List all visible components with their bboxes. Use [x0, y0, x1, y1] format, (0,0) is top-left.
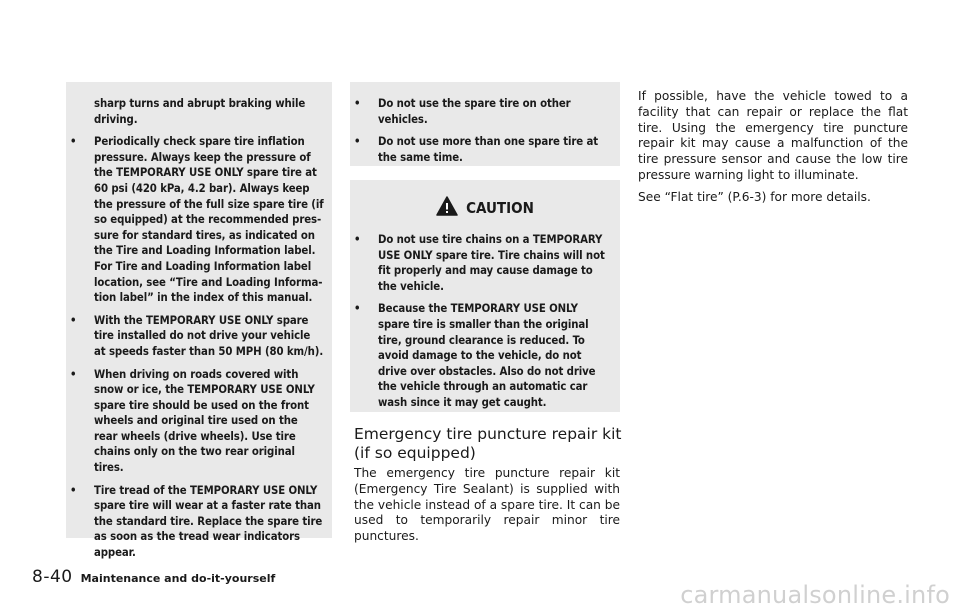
page-number: 8-40 — [32, 567, 73, 587]
list-item: • When driving on roads covered with snow or ice, the TEMPORARY USE ONLY spare tire should be used on the front wheels and original tire used on the rear wheels (drive wheels). Use tire chains only on the two rear original tires. — [70, 367, 315, 475]
bullet-icon: • — [70, 135, 77, 149]
paragraph: If possible, have the vehicle towed to a facility that can repair or replace the flat tire. Using the emergency tire puncture repair kit may cause a malfunction of the tire pressure sensor and cause the low tire pressure warning light to illuminate. — [638, 89, 908, 182]
bullet-icon: • — [70, 483, 77, 497]
list-item: • Because the TEMPORARY USE ONLY spare tire is smaller than the original tire, ground clearance is reduced. To avoid damage to the vehicle, do not drive over obstacles. Also do not drive the vehicle through an automatic car wash since it may get caught. — [354, 302, 596, 409]
bullet-icon: • — [70, 367, 77, 381]
list-item: • Do not use the spare tire on other vehicles. — [354, 97, 571, 126]
right-column — [638, 89, 908, 212]
list-item: • Periodically check spare tire inflation pressure. Always keep the pressure of the TEMPORARY USE ONLY spare tire at 60 psi (420 kPa, 4.2 bar). Always keep the pressure of the full size spare tire (if so equipped) at the recommended pres-sure for standard tires, as indicated on the Tire and Loading Information label. For Tire and Loading Information label location, see “Tire and Loading Informa-tion label” in the index of this manual. — [70, 135, 324, 305]
list-item: • Do not use tire chains on a TEMPORARY USE ONLY spare tire. Tire chains will not fit properly and may cause damage to the vehicle. — [354, 233, 605, 293]
page-footer — [32, 567, 275, 587]
bullet-icon: • — [354, 233, 361, 246]
warning-continuation-box-2 — [350, 82, 620, 166]
section-title: Maintenance and do-it-yourself — [80, 572, 276, 585]
bullet-icon: • — [354, 302, 361, 316]
bullet-icon: • — [70, 313, 77, 327]
warning-continuation-box — [66, 82, 332, 560]
list-item: • Tire tread of the TEMPORARY USE ONLY spare tire will wear at a faster rate than the standard tire. Replace the spare tire as soon as the tread wear indicators appear. — [70, 483, 323, 560]
watermark: carmanualsonline.info — [680, 581, 950, 609]
paragraph-reference: See “Flat tire” (P.6-3) for more details. — [638, 189, 871, 204]
warning-triangle-icon — [436, 196, 458, 220]
section-body: The emergency tire puncture repair kit (Emergency Tire Sealant) is supplied with the vehicle instead of a spare tire. It can be used to temporarily repair minor tire punctures. — [354, 466, 621, 544]
continuation-text: sharp turns and abrupt braking while driving. — [94, 97, 306, 126]
bullet-icon: • — [354, 135, 361, 149]
bullet-icon: • — [354, 97, 361, 110]
caution-heading: CAUTION — [350, 196, 620, 220]
section-heading: Emergency tire puncture repair kit (if so equipped) — [354, 425, 622, 462]
list-item: • Do not use more than one spare tire at the same time. — [354, 135, 599, 164]
list-item: • With the TEMPORARY USE ONLY spare tire installed do not drive your vehicle at speeds faster than 50 MPH (80 km/h). — [70, 313, 324, 358]
caution-box — [350, 180, 620, 412]
